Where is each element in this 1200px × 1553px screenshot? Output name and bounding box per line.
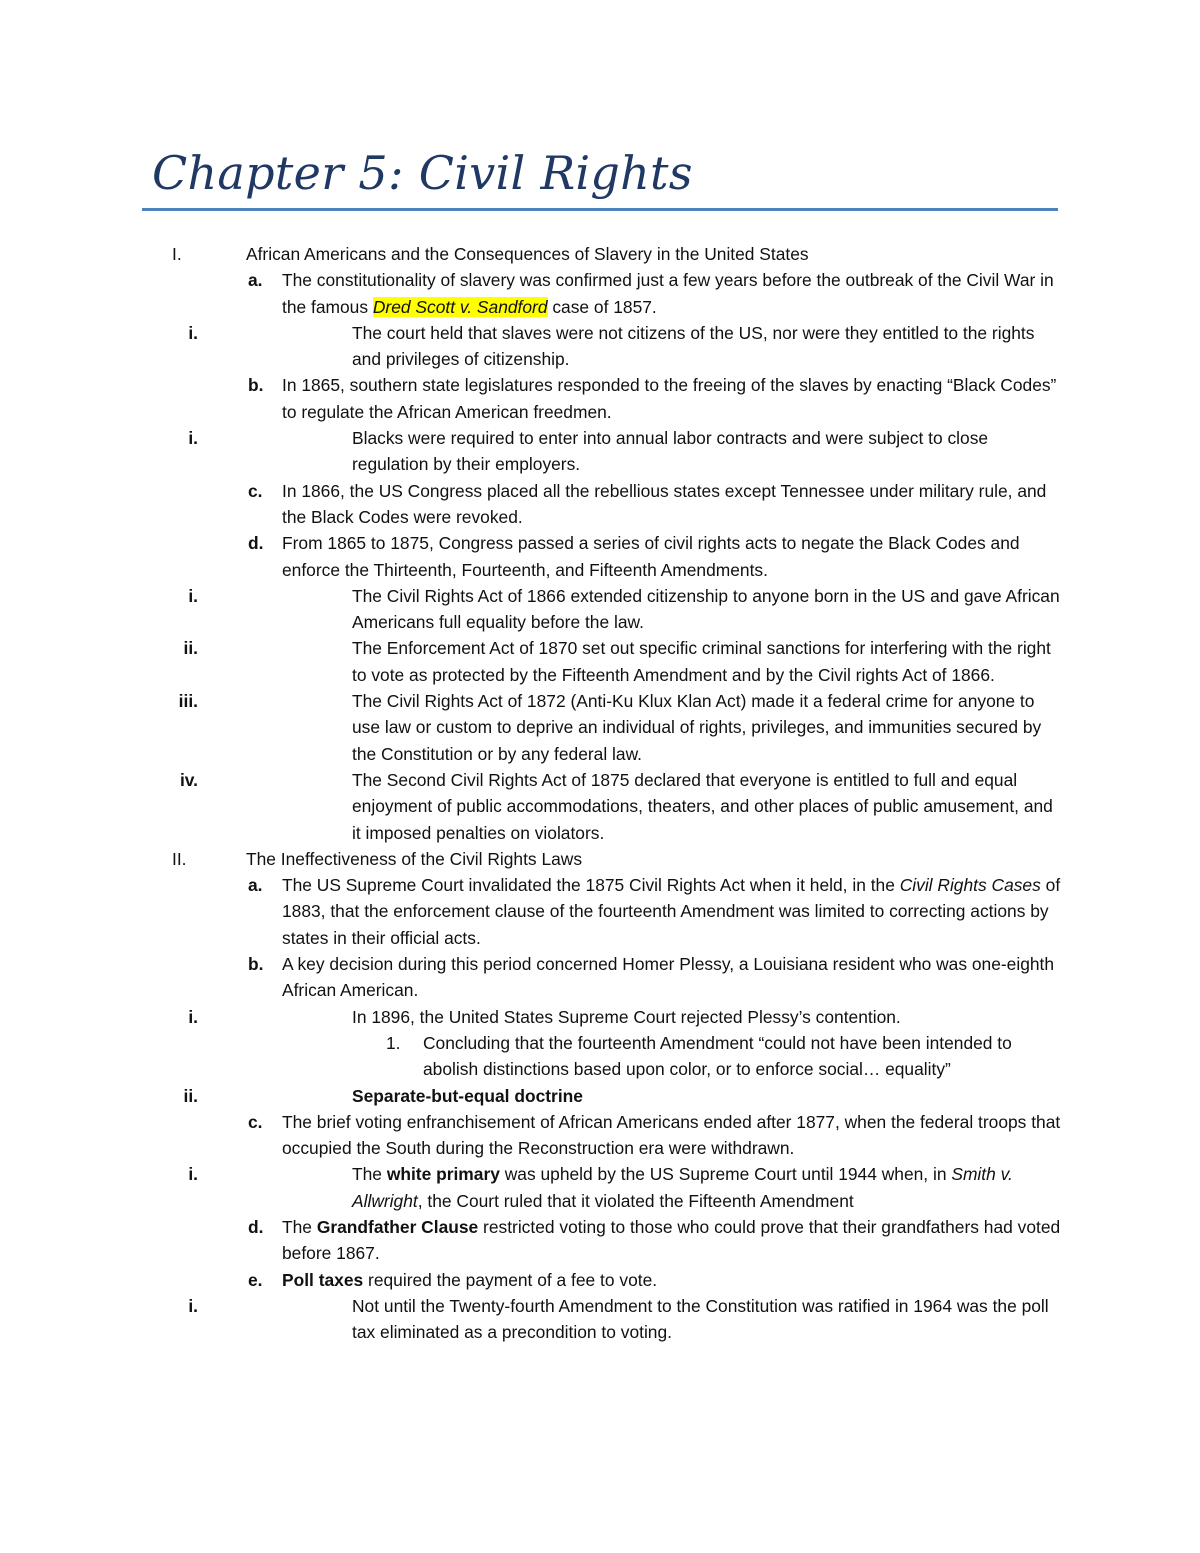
list-item [0,951,1062,1004]
subitem-text: The Civil Rights Act of 1872 (Anti-Ku Klux Klan Act) made it a federal crime for anyone to use law or custom to deprive an individual of rights, privileges, and immunities secured by the Constitution or by any federal law. [352,691,1042,764]
subitem-text: Not until the Twenty-fourth Amendment to the Constitution was ratified in 1964 was the poll tax eliminated as a precondition to voting. [352,1295,1049,1343]
list-subitem [0,635,1062,688]
highlighted-case-name: Dred Scott v. Sandford [372,296,548,317]
bold-term: Poll taxes [282,1269,364,1290]
list-item [0,372,1062,425]
item-text: In 1865, southern state legislatures responded to the freeing of the slaves by enacting “Black Codes” to regulate the African American freedmen. [282,375,1057,422]
item-text: restricted voting to those who could prove that their grandfathers had voted before 1867. [282,1216,1061,1264]
list-item [0,1109,1062,1162]
item-text: The constitutionality of slavery was confirmed just a few years before the outbreak of the Civil War in the famous [282,270,1054,317]
subitem-text: The Enforcement Act of 1870 set out specific criminal sanctions for interfering with the right to vote as protected by the Fifteenth Amendment and by the Civil rights Act of 1866. [352,638,1051,685]
outline-marker: a. [248,875,263,896]
list-subitem [0,1161,1062,1214]
outline-marker: b. [248,375,264,396]
outline-marker: c. [248,480,263,501]
subitem-text: In 1896, the United States Supreme Court rejected Plessy’s contention. [352,1006,901,1027]
outline-marker: i. [188,1164,198,1185]
item-text: The US Supreme Court invalidated the 1875 Civil Rights Act when it held, in the [282,875,900,896]
list-subitem [0,688,1062,767]
subitem-text: Blacks were required to enter into annual labor contracts and were subject to close regulation by their employers. [352,428,989,475]
outline-marker: d. [248,533,264,554]
section-heading-text: The Ineffectiveness of the Civil Rights Laws [246,848,583,869]
page-title: Chapter 5: Civil Rights [152,146,693,200]
outline-marker: iv. [179,769,198,790]
subitem-text: was upheld by the US Supreme Court until 1944 when, in [499,1164,952,1185]
outline-marker: i. [188,585,198,606]
list-subitem [0,767,1062,846]
title-underline [142,208,1058,211]
italic-case-name: Civil Rights Cases [899,875,1041,896]
item-text: From 1865 to 1875, Congress passed a series of civil rights acts to negate the Black Codes and enforce the Thirteenth, Fourteenth, and Fifteenth Amendments. [282,533,1020,580]
outline-marker: i. [188,322,198,343]
item-text: The [282,1216,317,1237]
list-subitem [0,1293,1062,1346]
list-subsubitem [0,1030,1063,1083]
subitem-text: , the Court ruled that it violated the Fifteenth Amendment [417,1190,854,1211]
list-subitem [0,583,1062,636]
list-subitem [0,320,1062,373]
subsubitem-text: Concluding that the fourteenth Amendment “could not have been intended to abolish distinctions based upon color, or to enforce social… equality” [423,1032,1012,1080]
list-item [0,267,1062,320]
subitem-text: Separate-but-equal doctrine [352,1085,583,1106]
item-text: A key decision during this period concerned Homer Plessy, a Louisiana resident who was one-eighth African American. [282,954,1055,1001]
list-item [0,872,1062,951]
outline-marker: i. [188,1295,198,1316]
list-item [0,1214,1062,1267]
outline-marker: 1. [386,1032,401,1053]
subitem-text: The court held that slaves were not citizens of the US, nor were they entitled to the rights and privileges of citizenship. [352,322,1035,370]
outline [0,241,1200,1345]
bold-term: Grandfather Clause [316,1216,479,1237]
bold-term: white primary [386,1164,500,1185]
list-subitem [0,1004,1062,1030]
item-text: required the payment of a fee to vote. [363,1269,658,1290]
outline-marker: c. [248,1111,263,1132]
section-heading-text: African Americans and the Consequences of Slavery in the United States [246,244,809,264]
list-subitem [0,1083,1062,1109]
list-item [0,530,1062,583]
item-text: of 1883, that the enforcement clause of the fourteenth Amendment was limited to correcting actions by states in their official acts. [282,875,1061,948]
list-subitem [0,425,1062,478]
section-heading [0,846,1058,872]
outline-marker: I. [172,244,182,264]
outline-marker: i. [188,1006,198,1027]
item-text: The brief voting enfranchisement of African Americans ended after 1877, when the federal troops that occupied the South during the Reconstruction era were withdrawn. [282,1111,1061,1159]
outline-marker: b. [248,954,264,975]
list-item [0,478,1062,531]
section-heading [0,241,1058,267]
outline-marker: d. [248,1216,264,1237]
list-item [0,1267,1062,1293]
outline-marker: a. [248,270,263,291]
item-text: case of 1857. [547,296,657,317]
outline-marker: II. [172,848,187,869]
outline-marker: i. [188,428,198,449]
outline-marker: ii. [183,1085,198,1106]
subitem-text: The Civil Rights Act of 1866 extended citizenship to anyone born in the US and gave African Americans full equality before the law. [352,585,1060,633]
outline-marker: iii. [178,691,198,712]
subitem-text: The [352,1164,387,1185]
item-text: In 1866, the US Congress placed all the rebellious states except Tennessee under military rule, and the Black Codes were revoked. [282,480,1047,527]
outline-marker: ii. [183,638,198,659]
italic-case-name: Smith v. Allwright [352,1164,1013,1211]
subitem-text: The Second Civil Rights Act of 1875 declared that everyone is entitled to full and equal enjoyment of public accommodations, theaters, and other places of public amusement, and it imposed penalties on violators. [352,769,1053,843]
outline-marker: e. [248,1269,263,1290]
